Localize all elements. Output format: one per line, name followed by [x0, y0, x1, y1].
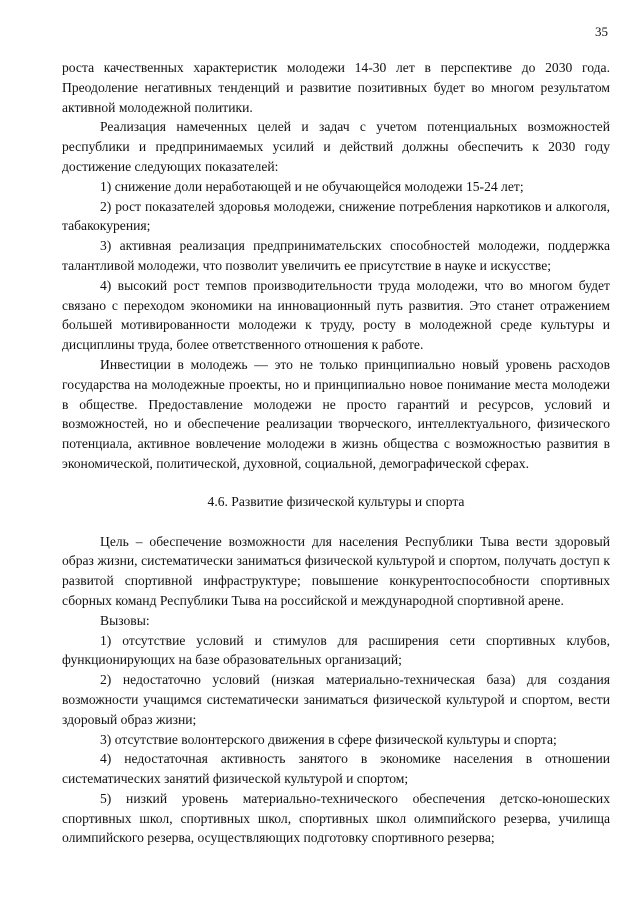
list-item: 4) недостаточная активность занятого в экономике населения в отношении систематических занятий физической культурой и спортом;: [62, 751, 610, 787]
list-item: 3) активная реализация предпринимательских способностей молодежи, поддержка талантливой молодежи, что позволит увеличить ее присутствие в науке и искусстве;: [62, 238, 610, 273]
list-item: 3) отсутствие волонтерского движения в сфере физической культуры и спорта;: [100, 731, 557, 747]
section-heading: 4.6. Развитие физической культуры и спорта: [207, 493, 465, 509]
paragraph: Реализация намеченных целей и задач с учетом потенциальных возможностей республики и предпринимаемых усилий и действий должны обеспечить к 2030 году достижение следующих показателей:: [62, 119, 610, 174]
page-body: [62, 58, 610, 848]
list-item: 2) рост показателей здоровья молодежи, снижение потребления наркотиков и алкоголя, табакокурения;: [62, 198, 610, 234]
list-item: 1) снижение доли неработающей и не обучающейся молодежи 15-24 лет;: [100, 178, 524, 194]
paragraph: Цель – обеспечение возможности для населения Республики Тыва вести здоровый образ жизни, систематически заниматься физической культурой и спортом, получать доступ к развитой спортивной инфраструктуре; повышение конкурентоспособности спортивных сборных команд Республики Тыва на российской и международной спортивной арене.: [62, 533, 610, 608]
paragraph: Инвестиции в молодежь — это не только принципиально новый уровень расходов государства на молодежные проекты, но и принципиально новое понимание места молодежи в обществе. Предоставление молодежи не просто гарантий и ресурсов, условий и возможностей, но и обеспечение реализации творческого, интеллектуального, физического потенциала, активное вовлечение молодежи в жизнь общества с возможностью развития в экономической, политической, духовной, социальной, демографической сферах.: [62, 356, 610, 471]
list-item: 2) недостаточно условий (низкая материально-техническая база) для создания возможности учащимся систематически заниматься физической культурой и спортом, вести здоровый образ жизни;: [62, 672, 610, 727]
paragraph: Вызовы:: [100, 612, 150, 628]
list-item: 1) отсутствие условий и стимулов для расширения сети спортивных клубов, функционирующих на базе образовательных организаций;: [62, 632, 610, 668]
paragraph: роста качественных характеристик молодежи 14-30 лет в перспективе до 2030 года. Преодоление негативных тенденций и развитие позитивных будет во многом результатом активной молодежной политики.: [62, 60, 610, 115]
page-number: 35: [595, 24, 608, 39]
list-item: 5) низкий уровень материально-технического обеспечения детско-юношеских спортивных школ, спортивных школ, спортивных школ олимпийского резерва, училища олимпийского резерва, осуществляющих подготовку спортивного резерва;: [62, 790, 610, 846]
list-item: 4) высокий рост темпов производительности труда молодежи, что во многом будет связано с переходом экономики на инновационный путь развития. Это станет отражением большей мотивированности молодежи к труду, росту в молодежной среде культуры и дисциплины труда, более ответственного отношения к работе.: [62, 277, 610, 353]
